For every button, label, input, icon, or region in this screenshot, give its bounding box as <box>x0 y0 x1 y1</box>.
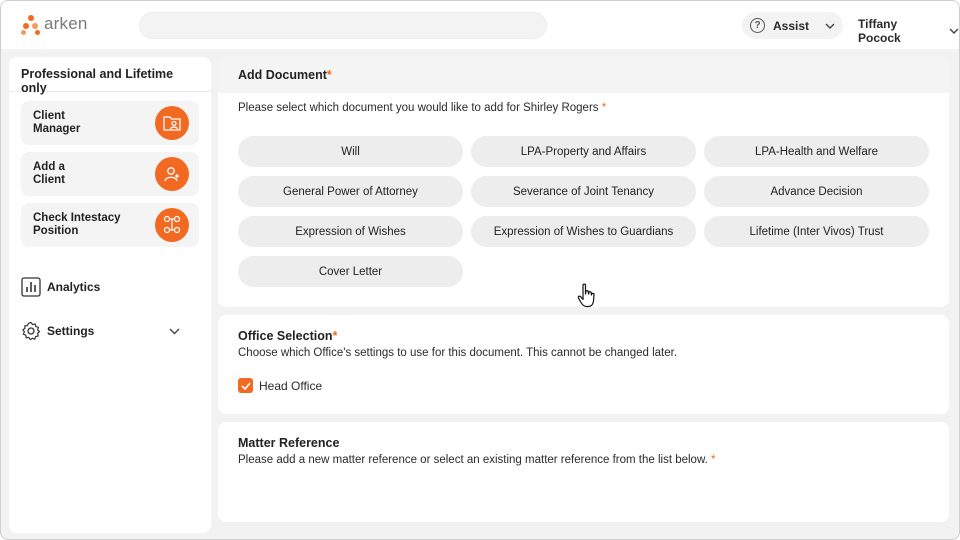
add-document-prompt: Please select which document you would like to add for Shirley Rogers * <box>238 102 607 114</box>
document-option-general-power-of-attorney[interactable]: General Power of Attorney <box>238 176 463 207</box>
sidebar-item-add-client[interactable] <box>21 152 199 196</box>
document-option-advance-decision[interactable]: Advance Decision <box>704 176 929 207</box>
sidebar-item-label: Client <box>33 174 65 186</box>
sidebar-item-label: Settings <box>47 324 95 338</box>
gear-icon <box>21 321 41 341</box>
required-mark: * <box>601 102 607 114</box>
sidebar-item-label: Manager <box>33 123 81 135</box>
document-option-cover-letter[interactable]: Cover Letter <box>238 256 463 287</box>
office-selection-panel <box>218 315 949 414</box>
check-icon <box>241 382 251 390</box>
sidebar-item-analytics[interactable] <box>21 277 100 297</box>
search-input[interactable] <box>139 12 547 39</box>
document-option-wishes-to-guardians[interactable]: Expression of Wishes to Guardians <box>471 216 696 247</box>
document-option-lpa-property[interactable]: LPA-Property and Affairs <box>471 136 696 167</box>
hand-cursor-icon <box>577 283 597 309</box>
matter-reference-description: Please add a new matter reference or select an existing matter reference from the list below. * <box>238 454 716 466</box>
add-document-header <box>218 57 949 93</box>
add-document-panel <box>218 57 949 307</box>
sidebar-item-label: Check Intestacy <box>33 212 121 224</box>
sidebar-item-label: Add a <box>33 161 65 173</box>
brand-logo[interactable] <box>21 13 88 35</box>
sidebar-item-label: Position <box>33 225 79 237</box>
sidebar-item-settings[interactable] <box>21 321 199 341</box>
panel-title: Add Document <box>238 68 327 82</box>
user-menu[interactable] <box>858 17 959 45</box>
matter-reference-panel <box>218 422 949 522</box>
assist-label: Assist <box>773 18 810 33</box>
add-user-icon <box>155 157 189 191</box>
document-option-lifetime-trust[interactable]: Lifetime (Inter Vivos) Trust <box>704 216 929 247</box>
assist-button[interactable] <box>742 12 843 39</box>
document-option-lpa-health[interactable]: LPA-Health and Welfare <box>704 136 929 167</box>
top-bar <box>1 1 959 49</box>
document-option-severance[interactable]: Severance of Joint Tenancy <box>471 176 696 207</box>
office-selection-description: Choose which Office's settings to use for this document. This cannot be changed later. <box>238 347 678 359</box>
user-name: Tiffany Pocock <box>858 17 901 45</box>
document-option-will[interactable]: Will <box>238 136 463 167</box>
sidebar <box>9 57 211 533</box>
family-tree-icon <box>155 208 189 242</box>
sidebar-header: Professional and Lifetime only <box>9 57 211 92</box>
document-option-expression-of-wishes[interactable]: Expression of Wishes <box>238 216 463 247</box>
sidebar-item-label: Client <box>33 110 65 122</box>
required-mark: * <box>326 68 332 82</box>
sidebar-item-label: Analytics <box>47 280 101 294</box>
panel-title: Matter Reference <box>238 436 340 450</box>
help-icon: ? <box>750 18 765 33</box>
head-office-option[interactable] <box>238 378 322 393</box>
sidebar-item-client-manager[interactable] <box>21 101 199 145</box>
chevron-down-icon <box>949 28 959 34</box>
chevron-down-icon <box>169 328 180 335</box>
sidebar-item-check-intestacy[interactable] <box>21 203 199 247</box>
folder-user-icon <box>155 106 189 140</box>
bar-chart-icon <box>21 277 41 297</box>
required-mark: * <box>332 329 338 343</box>
arken-logo-icon <box>21 13 41 35</box>
head-office-checkbox[interactable] <box>238 378 253 393</box>
brand-name: arken <box>44 14 88 33</box>
chevron-down-icon <box>825 23 835 29</box>
head-office-label: Head Office <box>259 378 323 393</box>
panel-title: Office Selection <box>238 329 333 343</box>
required-mark: * <box>711 454 716 466</box>
